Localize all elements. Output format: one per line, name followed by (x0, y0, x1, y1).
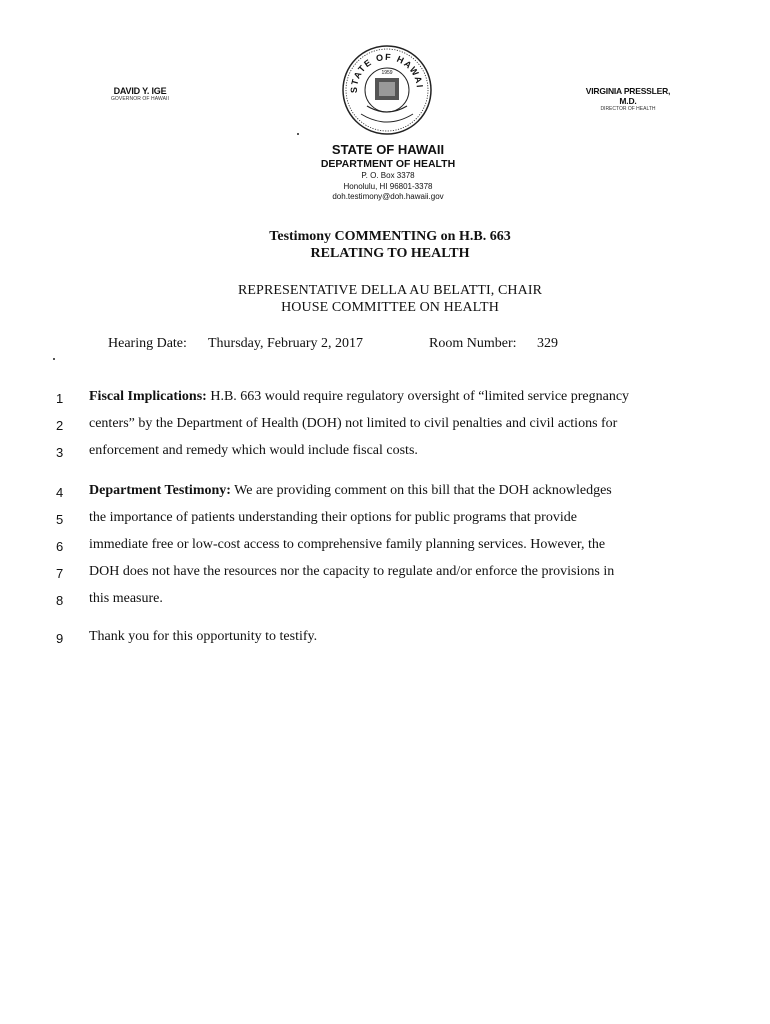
body-line (89, 563, 689, 580)
city-address: Honolulu, HI 96801-3378 (343, 181, 433, 191)
agency-block (283, 142, 493, 203)
title-line-1: Testimony COMMENTING on H.B. 663 (269, 229, 511, 244)
body-text: H.B. 663 would require regulatory oversight of “limited service pregnancy (206, 389, 630, 404)
title-line-2: RELATING TO HEALTH (310, 246, 470, 261)
body-line (89, 536, 689, 553)
email-address: doh.testimony@doh.hawaii.gov (332, 192, 444, 201)
body-line (89, 442, 689, 459)
body-text: the importance of patients understanding their options for public programs that provide (89, 510, 577, 525)
scan-speck (297, 133, 299, 135)
fiscal-label: Fiscal Implications: (89, 389, 207, 404)
body-text: We are providing comment on this bill that the DOH acknowledges (230, 483, 612, 498)
seal-year: 1959 (381, 70, 393, 76)
body-line (89, 628, 689, 645)
director-title: DIRECTOR OF HEALTH (600, 106, 656, 112)
po-box: P. O. Box 3378 (361, 171, 415, 180)
hearing-date-value: Thursday, February 2, 2017 (208, 336, 364, 351)
department-name: DEPARTMENT OF HEALTH (320, 158, 456, 170)
body-line (89, 415, 689, 432)
scan-speck (53, 358, 55, 360)
body-line (89, 388, 689, 405)
state-name: STATE OF HAWAII (331, 142, 445, 157)
hearing-date-label: Hearing Date: (108, 336, 187, 351)
line-number: 8 (56, 593, 64, 608)
director-name: VIRGINIA PRESSLER, M.D. (585, 86, 671, 106)
committee-chair: REPRESENTATIVE DELLA AU BELATTI, CHAIR (237, 283, 543, 298)
body-text: immediate free or low-cost access to comprehensive family planning services. However, the (89, 537, 606, 552)
line-number: 9 (56, 631, 64, 646)
line-number: 6 (56, 539, 64, 554)
room-number-value: 329 (537, 336, 558, 351)
testimony-title (200, 228, 580, 262)
body-text: DOH does not have the resources nor the capacity to regulate and/or enforce the provisions in (89, 564, 615, 579)
line-number: 5 (56, 512, 64, 527)
line-number: 4 (56, 485, 64, 500)
director-block (578, 86, 678, 112)
room-number-label: Room Number: (429, 336, 517, 351)
committee-block (170, 282, 610, 316)
body-text: Thank you for this opportunity to testify. (89, 629, 318, 644)
line-number: 1 (56, 391, 64, 406)
body-text: this measure. (89, 591, 163, 606)
governor-title: GOVERNOR OF HAWAII (110, 96, 170, 102)
committee-name: HOUSE COMMITTEE ON HEALTH (281, 300, 499, 315)
body-text: enforcement and remedy which would include fiscal costs. (89, 443, 418, 458)
line-number: 7 (56, 566, 64, 581)
body-line (89, 590, 689, 607)
body-line (89, 509, 689, 526)
line-number: 2 (56, 418, 64, 433)
body-line (89, 482, 689, 499)
body-text: centers” by the Department of Health (DOH) not limited to civil penalties and civil actions for (89, 416, 618, 431)
testimony-label: Department Testimony: (89, 483, 231, 498)
governor-name: DAVID Y. IGE (113, 86, 167, 96)
line-number: 3 (56, 445, 64, 460)
governor-block (110, 86, 170, 102)
state-seal (341, 44, 433, 136)
seal-text: STATE OF HAWAI (348, 51, 426, 94)
